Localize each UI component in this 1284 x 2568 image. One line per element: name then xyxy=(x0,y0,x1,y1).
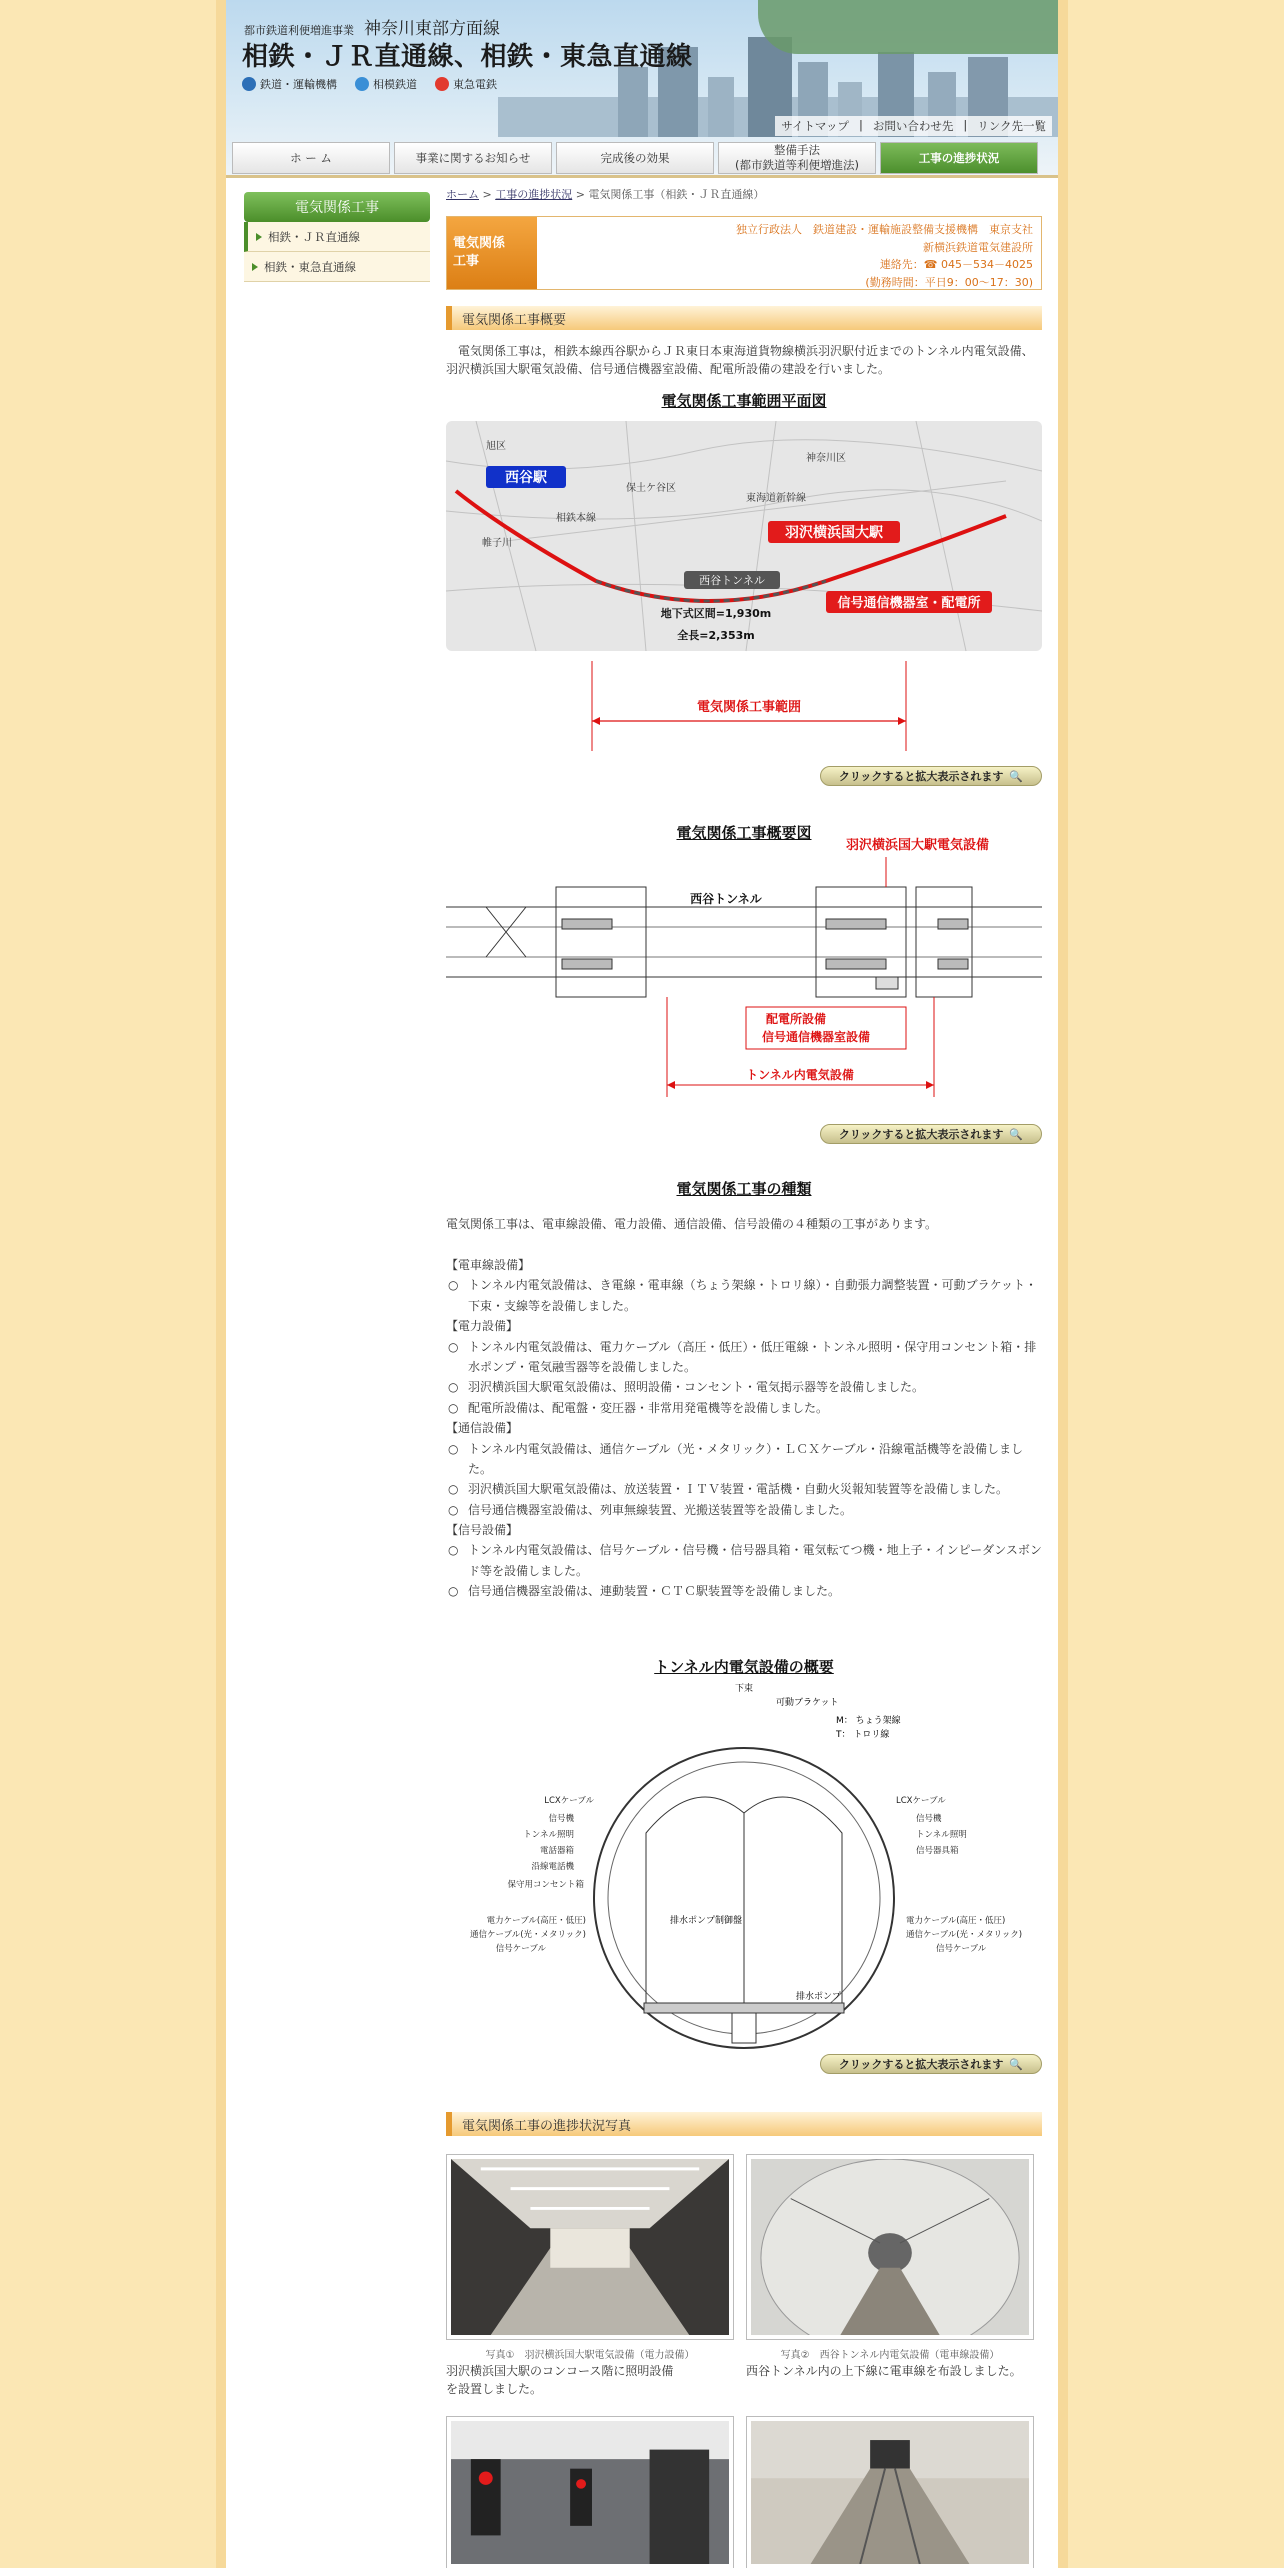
list-item: ○ 配電所設備は、配電盤・変圧器・非常用発電機等を設備しました。 xyxy=(446,1398,1042,1418)
photo-1[interactable] xyxy=(446,2154,734,2340)
map-label-tokaido: 東海道新幹線 xyxy=(746,493,806,504)
tunnel-label-right: 信号器具箱 xyxy=(916,1846,959,1856)
photo-2-desc: 西谷トンネル内の上下線に電車線を布設しました。 xyxy=(746,2364,1022,2378)
list-item: ○ トンネル内電気設備は、き電線・電車線（ちょう架線・トロリ線）・自動張力調整装置・可動ブラケット・下束・支線等を設備しました。 xyxy=(446,1275,1042,1316)
map-label-hazawa: 羽沢横浜国大駅 xyxy=(785,525,883,541)
photo-signals xyxy=(451,2421,729,2564)
jrtt-logo[interactable]: 鉄道・運輸機構 xyxy=(242,76,337,92)
outline-figure xyxy=(446,822,1042,1097)
nav-home[interactable]: ホ ー ム xyxy=(232,142,390,174)
outline-label-tunnel: 西谷トンネル xyxy=(690,892,762,906)
site-header xyxy=(226,0,1058,178)
zoom-button-outline[interactable]: クリックすると拡大表示されます 🔍 xyxy=(820,1124,1042,1144)
type-head-power: 【電力設備】 xyxy=(446,1319,519,1334)
nav-effects[interactable]: 完成後の効果 xyxy=(556,142,714,174)
sidebar xyxy=(244,192,430,282)
route-map[interactable] xyxy=(446,421,1042,661)
tunnel-label-right: 信号ケーブル xyxy=(936,1944,987,1954)
photo-1-caption: 写真① 羽沢横浜国大駅電気設備（電力設備） xyxy=(485,2350,695,2361)
map-label-sotetsu: 相鉄本線 xyxy=(556,513,596,524)
tunnel-label-left: LCXケーブル xyxy=(544,1796,594,1806)
list-item: ○ 信号通信機器室設備は、連動装置・ＣＴＣ駅装置等を設備しました。 xyxy=(446,1581,1042,1601)
map-label-kanagawa: 神奈川区 xyxy=(806,453,846,464)
tunnel-label-left: 沿線電話機 xyxy=(531,1862,574,1872)
outline-label-tunnel-elec: トンネル内電気設備 xyxy=(746,1068,854,1082)
photo-2-caption: 写真② 西谷トンネル内電気設備（電車線設備） xyxy=(780,2350,1000,2361)
sidebar-heading: 電気関係工事 xyxy=(244,192,430,222)
tunnel-label-right: トンネル照明 xyxy=(916,1830,967,1840)
tunnel-label-right: LCXケーブル xyxy=(896,1796,946,1806)
map-label-tunnel: 西谷トンネル xyxy=(699,574,765,587)
breadcrumb: ホーム > 工事の進捗状況 > 電気関係工事（相鉄・ＪＲ直通線） xyxy=(446,188,765,201)
links-link[interactable]: リンク先一覧 xyxy=(977,119,1046,133)
types-title: 電気関係工事の種類 xyxy=(676,1180,812,1198)
map-label-asahi: 旭区 xyxy=(486,441,506,452)
sidebar-item-jr[interactable]: 相鉄・ＪＲ直通線 xyxy=(244,222,430,252)
tunnel-label-top: 可動ブラケット xyxy=(776,1698,839,1708)
map-figure-title: 電気関係工事範囲平面図 xyxy=(661,392,827,410)
tunnel-cross-section[interactable] xyxy=(446,1683,1042,2053)
photo-1-desc: 羽沢横浜国大駅のコンコース階に照明設備を設置しました。 xyxy=(446,2364,674,2396)
map-label-underground: 地下式区間=1,930m xyxy=(660,607,772,620)
zoom-button-tunnel[interactable]: クリックすると拡大表示されます 🔍 xyxy=(820,2054,1042,2074)
nav-news[interactable]: 事業に関するお知らせ xyxy=(394,142,552,174)
tunnel-label-top: T： トロリ線 xyxy=(836,1730,890,1740)
contact-label: 電気関係 工事 xyxy=(447,217,537,289)
tokyu-logo[interactable]: 東急電鉄 xyxy=(435,76,497,92)
breadcrumb-progress[interactable]: 工事の進捗状況 xyxy=(495,188,573,201)
work-range-indicator xyxy=(446,661,1042,761)
sotetsu-logo[interactable]: 相模鉄道 xyxy=(355,76,417,92)
list-item: ○ 羽沢横浜国大駅電気設備は、放送装置・ＩＴＶ装置・電話機・自動火災報知装置等を設備しました。 xyxy=(446,1479,1042,1499)
tunnel-label-center: 排水ポンプ xyxy=(796,1992,842,2002)
tunnel-label-left: 信号機 xyxy=(548,1814,574,1824)
tunnel-label-left: 信号ケーブル xyxy=(495,1944,546,1954)
contact-box xyxy=(446,216,1042,290)
tunnel-label-top: 下束 xyxy=(734,1684,754,1694)
operator-logos xyxy=(242,76,497,92)
types-intro: 電気関係工事は、電車線設備、電力設備、通信設備、信号設備の４種類の工事があります。 xyxy=(446,1217,938,1231)
type-head-signal: 【信号設備】 xyxy=(446,1523,519,1538)
train-illustration xyxy=(758,0,1058,54)
overview-section xyxy=(446,306,1042,378)
outline-label-signal-room: 信号通信機器室設備 xyxy=(761,1030,871,1044)
types-list xyxy=(446,1255,1042,1602)
map-label-katabira: 帷子川 xyxy=(482,538,512,549)
map-label-total: 全長=2,353m xyxy=(677,629,755,642)
outline-figure-title: 電気関係工事概要図 xyxy=(676,824,812,842)
list-item: ○ トンネル内電気設備は、電力ケーブル（高圧・低圧）・低圧電線・トンネル照明・保守用コンセント箱・排水ポンプ・電気融雪器等を設備しました。 xyxy=(446,1337,1042,1378)
utility-links: サイトマップ | お問い合わせ先 | リンク先一覧 xyxy=(775,116,1052,136)
type-head-catenary: 【電車線設備】 xyxy=(446,1258,531,1272)
breadcrumb-home[interactable]: ホーム xyxy=(446,188,479,201)
nav-method[interactable]: 整備手法 (都市鉄道等利便増進法) xyxy=(718,142,876,174)
types-section xyxy=(446,1178,1042,1602)
tunnel-label-right: 電力ケーブル(高圧・低圧) xyxy=(906,1916,1006,1926)
type-head-comm: 【通信設備】 xyxy=(446,1421,519,1436)
list-item: ○ 信号通信機器室設備は、列車無線装置、光搬送装置等を設備しました。 xyxy=(446,1500,1042,1520)
sitemap-link[interactable]: サイトマップ xyxy=(781,119,849,133)
sidebar-item-tokyu[interactable]: 相鉄・東急直通線 xyxy=(244,252,430,282)
tunnel-label-left: 通信ケーブル(光・メタリック) xyxy=(469,1930,586,1940)
site-title[interactable]: 相鉄・ＪＲ直通線、相鉄・東急直通線 xyxy=(242,42,693,72)
list-item: ○ トンネル内電気設備は、信号ケーブル・信号機・信号器具箱・電気転てつ機・地上子・インピーダンスボンド等を設備しました。 xyxy=(446,1540,1042,1581)
global-nav xyxy=(232,142,1038,174)
tunnel-label-left: トンネル照明 xyxy=(523,1830,574,1840)
list-item: ○ トンネル内電気設備は、通信ケーブル（光・メタリック）・ＬＣＸケーブル・沿線電話機等を設備しました。 xyxy=(446,1439,1042,1480)
tunnel-label-center: 排水ポンプ制御盤 xyxy=(669,1916,743,1926)
magnifier-icon: 🔍 xyxy=(1009,769,1024,783)
tunnel-label-left: 電話器箱 xyxy=(539,1846,574,1856)
tunnel-figure xyxy=(446,1656,1042,2053)
tunnel-label-right: 通信ケーブル(光・メタリック) xyxy=(906,1930,1023,1940)
overview-text: 電気関係工事は，相鉄本線西谷駅からＪＲ東日本東海道貨物線横浜羽沢駅付近までのトンネル内電気設備、羽沢横浜国大駅電気設備、信号通信機器室設備、配電所設備の建設を行いました。 xyxy=(446,344,1034,376)
photo-concourse xyxy=(451,2159,729,2335)
map-label-hodogaya: 保土ケ谷区 xyxy=(626,483,676,494)
map-label-range: 電気関係工事範囲 xyxy=(696,700,802,715)
contact-info: 独立行政法人 鉄道建設・運輸施設整備支援機構 東京支社 新横浜鉄道電気建設所 連絡先：☎ 045－534－4025 (勤務時間：平日9：00～17：30) xyxy=(736,223,1033,289)
header-subtitle: 都市鉄道利便増進事業 神奈川東部方面線 xyxy=(244,19,500,39)
tunnel-figure-title: トンネル内電気設備の概要 xyxy=(654,1658,834,1676)
breadcrumb-current: 電気関係工事（相鉄・ＪＲ直通線） xyxy=(588,188,765,201)
outline-label-hazawa: 羽沢横浜国大駅電気設備 xyxy=(846,838,990,853)
map-figure xyxy=(446,390,1042,761)
photo-3[interactable] xyxy=(446,2416,734,2568)
progress-heading: 電気関係工事の進捗状況写真 xyxy=(446,2112,1042,2136)
outline-diagram[interactable] xyxy=(446,827,1042,1097)
nav-progress[interactable]: 工事の進捗状況 xyxy=(880,142,1038,174)
tunnel-label-top: M： ちょう架線 xyxy=(836,1716,901,1726)
photo-tunnel xyxy=(751,2159,1029,2335)
contact-link[interactable]: お問い合わせ先 xyxy=(872,119,954,133)
magnifier-icon: 🔍 xyxy=(1009,2057,1024,2071)
tunnel-label-left: 電力ケーブル(高圧・低圧) xyxy=(486,1916,586,1926)
photo-track xyxy=(751,2421,1029,2564)
tunnel-label-right: 信号機 xyxy=(916,1814,942,1824)
photo-4[interactable] xyxy=(746,2416,1034,2568)
photo-2[interactable] xyxy=(746,2154,1034,2340)
main-content xyxy=(446,186,1042,290)
magnifier-icon: 🔍 xyxy=(1009,1127,1024,1141)
map-label-signal: 信号通信機器室・配電所 xyxy=(837,596,981,611)
list-item: ○ 羽沢横浜国大駅電気設備は、照明設備・コンセント・電気掲示器等を設備しました。 xyxy=(446,1377,1042,1397)
overview-heading: 電気関係工事概要 xyxy=(446,306,1042,330)
zoom-button-map[interactable]: クリックすると拡大表示されます 🔍 xyxy=(820,766,1042,786)
tunnel-label-left: 保守用コンセント箱 xyxy=(507,1880,584,1890)
map-label-nishiya: 西谷駅 xyxy=(505,470,547,486)
outline-label-substation: 配電所設備 xyxy=(765,1012,827,1026)
